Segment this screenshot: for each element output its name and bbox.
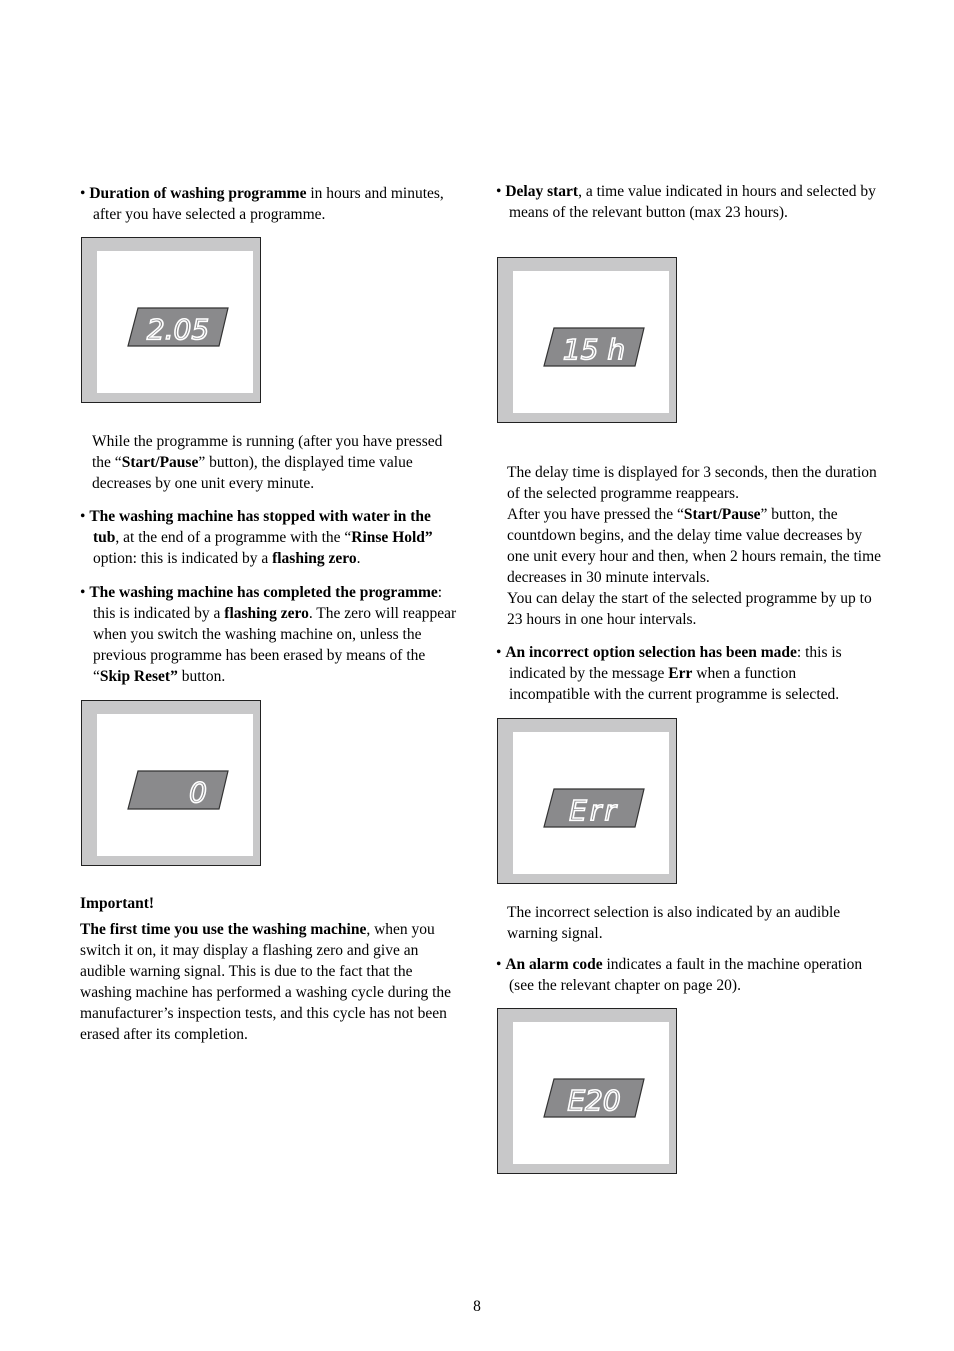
duration-item: [80, 183, 460, 225]
alarm-item: • An alarm code indicates a fault in the machine operation (see the relevant chapter on page 20).: [496, 956, 863, 994]
lcd-value: 15 h: [562, 333, 626, 366]
delay-info: The delay time is displayed for 3 seconds, then the duration of the selected programme reappears. After you have pressed the “Start/Pause” button, the countdown begins, and the delay time value decreases by one unit every hour and then, when 2 hours remain, the time decreases in 30 minute intervals. You can delay the start of the selected programme by up to 23 hours in one hour intervals.: [507, 464, 882, 628]
stopped-item: • The washing machine has stopped with water in the tub, at the end of a programme with the “Rinse Hold” option: this is indicated by a flashing zero.: [80, 508, 433, 567]
display-panel-duration: [81, 237, 261, 403]
display-panel-alarm: [497, 1008, 677, 1174]
audible-paragraph: The incorrect selection is also indicated by an audible warning signal.: [507, 904, 841, 942]
delay-item: • Delay start, a time value indicated in hours and selected by means of the relevant button (max 23 hours).: [496, 183, 876, 221]
bullet: •: [496, 183, 502, 200]
important-section: [80, 893, 462, 1045]
important-text: The first time you use the washing machine, when you switch it on, it may display a flashing zero and give an audible warning signal. This is due to the fact that the washing machine has performed a washing cycle during the manufacturer’s inspection tests, and this cycle has not been erased after its completion.: [80, 921, 452, 1043]
lcd-screen: [128, 771, 228, 809]
lcd-value: Err: [569, 794, 619, 827]
incorrect-item: • An incorrect option selection has been made: this is indicated by the message Err when a function incompatible with the current programme is selected.: [496, 644, 842, 703]
display-panel-delay: [497, 257, 677, 423]
bullet: •: [80, 185, 86, 202]
lcd-value: 0: [189, 776, 207, 809]
bullet: •: [80, 508, 86, 525]
display-panel-err: [497, 718, 677, 884]
bullet: •: [80, 584, 86, 601]
display-panel-zero: [81, 700, 261, 866]
lcd-value: E20: [567, 1084, 621, 1117]
duration-title: Duration of washing programme: [89, 185, 307, 202]
page-number: 8: [473, 1298, 481, 1315]
completed-item: • The washing machine has completed the programme: this is indicated by a flashing zero. The zero will reappear when you switch the washing machine on, unless the previous programme has been erased by means of the “Skip Reset” button.: [80, 584, 457, 685]
running-paragraph: While the programme is running (after you have pressed the “Start/Pause” button), the displayed time value decreases by one unit every minute.: [92, 433, 443, 492]
lcd-value: 2.05: [146, 313, 210, 346]
duration-text: in hours and minutes, after you have selected a programme.: [93, 185, 444, 223]
important-heading: Important!: [80, 895, 155, 912]
bullet: •: [496, 644, 502, 661]
bullet: •: [496, 956, 502, 973]
delay-title: Delay start: [505, 183, 579, 200]
